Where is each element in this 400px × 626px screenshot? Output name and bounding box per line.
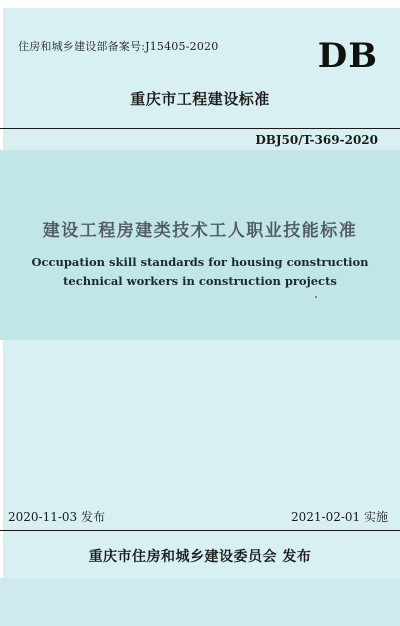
db-mark: DB xyxy=(317,36,378,76)
standard-number: DBJ50/T-369-2020 xyxy=(255,133,378,147)
top-margin xyxy=(0,0,400,8)
english-title-line1: Occupation skill standards for housing construction xyxy=(31,255,369,269)
issue-date: 2020-11-03 发布 xyxy=(8,510,106,524)
publisher: 重庆市住房和城乡建设委员会 发布 xyxy=(88,549,312,565)
print-speck xyxy=(315,296,317,298)
record-number: 住房和城乡建设部备案号:J15405-2020 xyxy=(18,40,219,53)
footer-band xyxy=(0,578,400,626)
bottom-divider xyxy=(0,530,400,531)
chinese-title: 建设工程房建类技术工人职业技能标准 xyxy=(42,221,358,241)
implementation-date: 2021-02-01 实施 xyxy=(290,510,388,524)
standard-type: 重庆市工程建设标准 xyxy=(130,90,270,108)
top-divider xyxy=(0,128,400,129)
title-band xyxy=(0,150,400,340)
english-title-line2: technical workers in construction projects xyxy=(63,274,337,288)
